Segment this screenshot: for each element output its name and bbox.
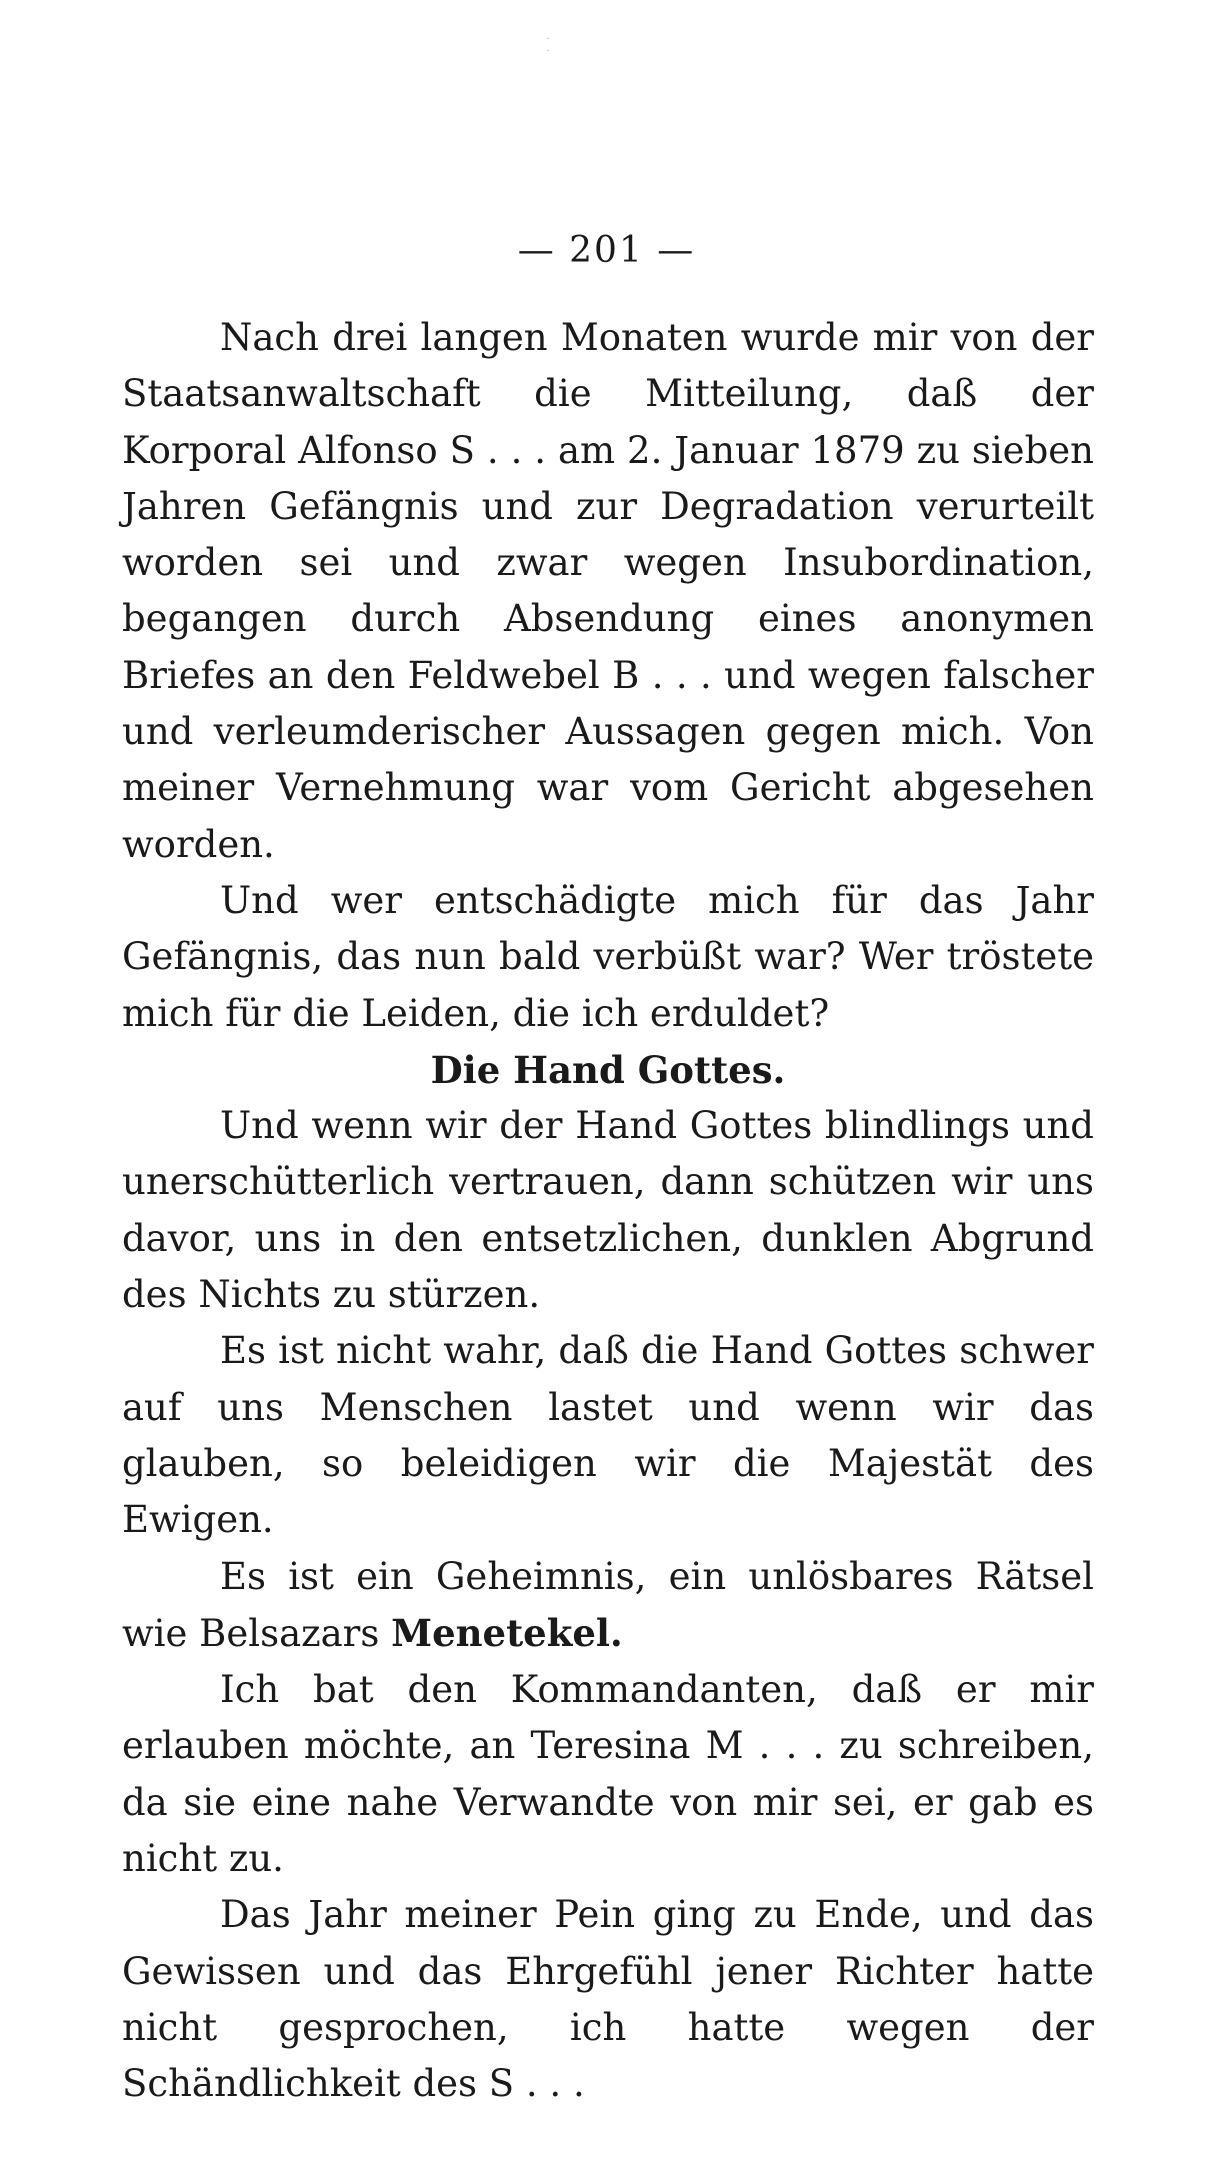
paragraph-majesty: Es ist nicht wahr, daß die Hand Gottes schwer auf uns Menschen lastet und wenn wir das glauben, so beleidigen wir die Majestät des Ewigen. (122, 1329, 1094, 1542)
print-speck: · · (546, 34, 550, 57)
paragraph-request: Ich bat den Kommandanten, daß er mir erlauben möchte, an Teresina M . . . zu schreiben, da sie eine nahe Verwandte von mir sei, er gab es nicht zu. (122, 1668, 1094, 1881)
mystery-text: Es ist ein Geheimnis, ein unlösbares Rätsel wie Belsazars (122, 1554, 1094, 1655)
paragraph-end: Das Jahr meiner Pein ging zu Ende, und das Gewissen und das Ehrgefühl jener Richter hatte nicht gesprochen, ich hatte wegen der Schändlichkeit des S . . . (122, 1893, 1094, 2106)
menetekel-word: Menetekel. (391, 1610, 623, 1655)
paragraph-compensation: Und wer entschädigte mich für das Jahr Gefängnis, das nun bald verbüßt war? Wer tröstete mich für die Leiden, die ich erduldet? (122, 878, 1094, 1035)
paragraph-trust: Und wenn wir der Hand Gottes blindlings und unerschütterlich vertrauen, dann schützen wir uns davor, uns in den entsetzlichen, dunklen Abgrund des Nichts zu stürzen. (122, 1104, 1094, 1317)
body-text (122, 310, 1094, 2113)
section-heading: Die Hand Gottes. (430, 1047, 786, 1092)
paragraph-mystery (122, 1549, 1094, 1663)
paragraph-verdict: Nach drei langen Monaten wurde mir von der Staatsanwaltschaft die Mitteilung, daß der Korporal Alfonso S . . . am 2. Januar 1879 zu sieben Jahren Gefängnis und zur Degradation verurteilt worden sei und zwar wegen Insubordination, begangen durch Absendung eines anonymen Briefes an den Feldwebel B . . . und wegen falscher und verleumderischer Aussagen gegen mich. Von meiner Vernehmung war vom Gericht abgesehen worden. (122, 316, 1094, 866)
page-number: — 201 — (517, 230, 696, 271)
